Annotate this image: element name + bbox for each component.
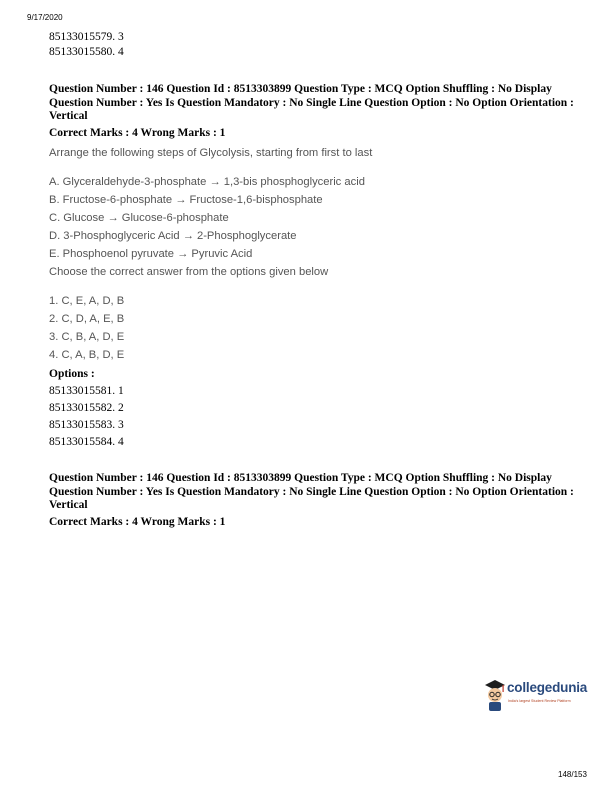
glycolysis-step: B. Fructose-6-phosphate → Fructose-1,6-bisphosphate (49, 194, 323, 206)
option-line: 85133015582. 2 (49, 402, 124, 414)
logo-tagline: India's largest Student Review Platform (508, 699, 571, 703)
option-line: 85133015584. 4 (49, 436, 124, 448)
option-line: 85133015583. 3 (49, 419, 124, 431)
options-label: Options : (49, 368, 95, 380)
question-meta: Question Number : 146 Question Id : 8513303899 Question Type : MCQ Option Shuffling : No Display Question Number : Yes Is Question Mandatory : No Single Line Question Option : No Option Orientation : Vertical (49, 83, 574, 123)
option-line: 85133015580. 4 (49, 46, 124, 58)
question-prompt: Arrange the following steps of Glycolysis, starting from first to last (49, 147, 373, 159)
answer-choice: 1. C, E, A, D, B (49, 295, 125, 307)
answer-choice: 2. C, D, A, E, B (49, 313, 125, 325)
glycolysis-step: E. Phosphoenol pyruvate → Pyruvic Acid (49, 248, 253, 260)
option-line: 85133015579. 3 (49, 31, 124, 43)
collegedunia-logo (484, 678, 588, 714)
answer-choice: 3. C, B, A, D, E (49, 331, 125, 343)
option-line: 85133015581. 1 (49, 385, 124, 397)
question-marks: Correct Marks : 4 Wrong Marks : 1 (49, 516, 226, 528)
graduate-mascot-icon (484, 678, 506, 712)
page-number: 148/153 (558, 770, 587, 779)
logo-wordmark: collegedunia (507, 680, 588, 695)
glycolysis-step: C. Glucose → Glucose-6-phosphate (49, 212, 229, 224)
answer-choice: 4. C, A, B, D, E (49, 349, 125, 361)
glycolysis-step: D. 3-Phosphoglyceric Acid → 2-Phosphoglycerate (49, 230, 297, 242)
question-meta: Question Number : 146 Question Id : 8513303899 Question Type : MCQ Option Shuffling : No Display Question Number : Yes Is Question Mandatory : No Single Line Question Option : No Option Orientation : Vertical (49, 472, 574, 512)
question-marks: Correct Marks : 4 Wrong Marks : 1 (49, 127, 226, 139)
answer-instruction: Choose the correct answer from the options given below (49, 266, 329, 278)
glycolysis-step: A. Glyceraldehyde-3-phosphate → 1,3-bis phosphoglyceric acid (49, 176, 365, 188)
print-date: 9/17/2020 (27, 13, 63, 22)
